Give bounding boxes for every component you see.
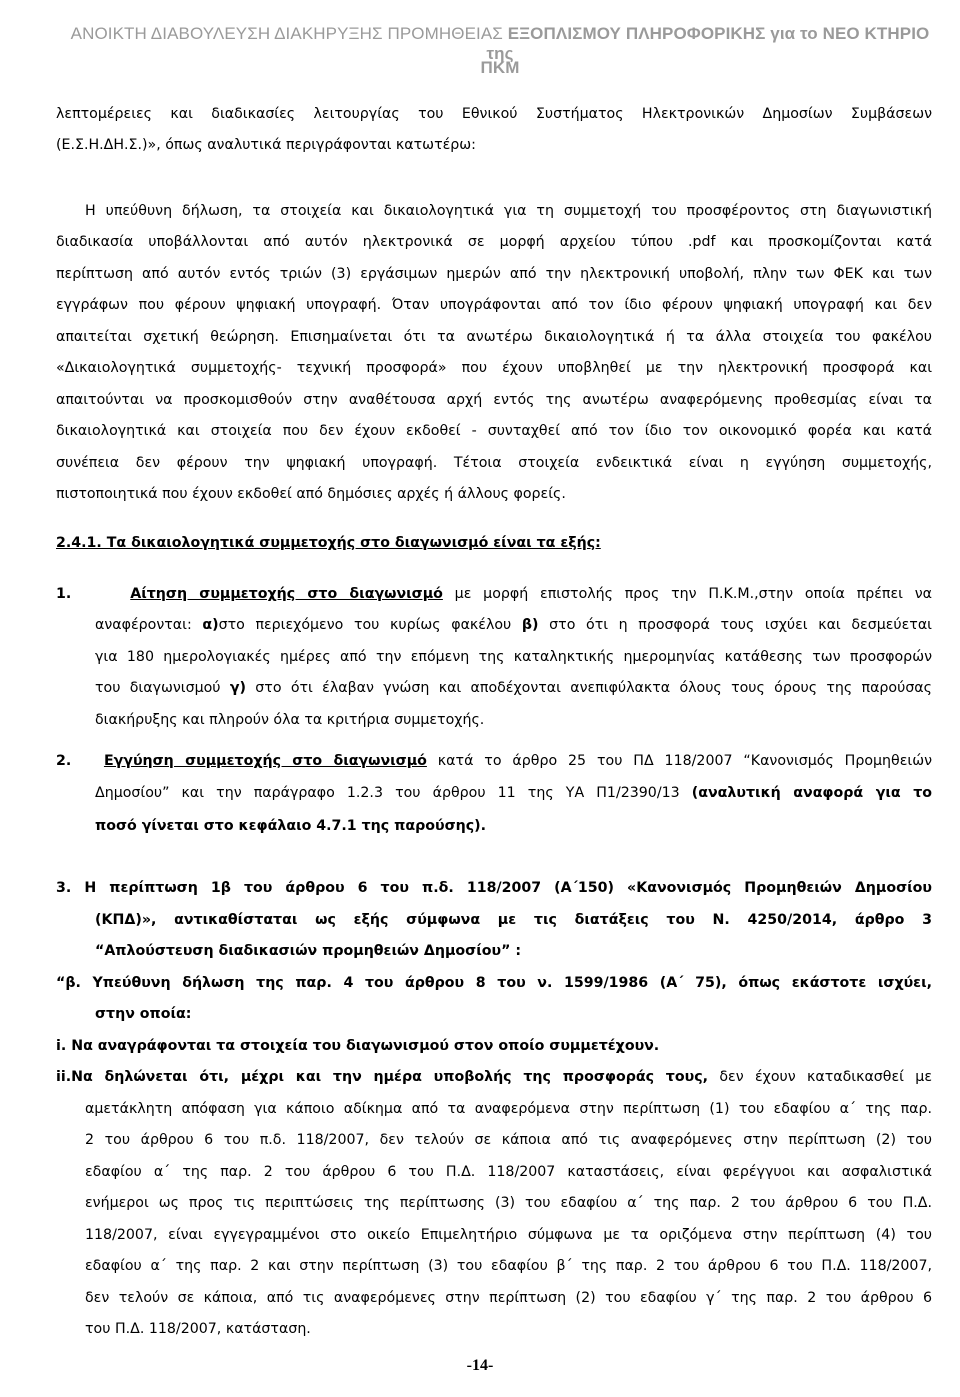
item1-line-4: [95, 678, 932, 698]
item3-line-1: 3. Η περίπτωση 1β του άρθρου 6 του π.δ. 118/2007 (Α΄150) «Κανονισμός Προμηθειών Δημοσίου: [56, 880, 932, 896]
item1-number: 1.: [56, 586, 72, 602]
item1-l2-c: στο περιεχόμενο του κυρίως φακέλου: [218, 617, 522, 633]
item2-l2-b: (αναλυτική αναφορά για το: [691, 785, 932, 801]
item1-l4-c: στο ότι έλαβαν γνώση και αποδέχονται ανεπιφύλακτα όλους τους όρους της παρούσας: [245, 680, 932, 696]
item3-line-2: (ΚΠΔ)», αντικαθίσταται ως εξής σύμφωνα με τις διατάξεις του Ν. 4250/2014, άρθρο 3: [95, 912, 932, 928]
beta-line-1: “β. Υπεύθυνη δήλωση της παρ. 4 του άρθρου 8 του ν. 1599/1986 (Α΄ 75), όπως εκάστοτε ισχύει,: [56, 975, 932, 991]
item2-title: Εγγύηση συμμετοχής στο διαγωνισμό: [103, 753, 427, 769]
para1-line-6: «Δικαιολογητικά συμμετοχής- τεχνική προσφορά» που έχουν υποβληθεί με την ηλεκτρονική προσφορά και: [56, 360, 932, 376]
roman-ii-line-4: εδαφίου α΄ της παρ. 2 του άρθρου 6 του Π.Δ. 118/2007 καταστάσεις, είναι φερέγγυοι και ασφαλιστικά: [85, 1164, 932, 1180]
item1-line-2: [95, 615, 932, 635]
item1-title: Αίτηση συμμετοχής στο διαγωνισμό: [130, 586, 443, 602]
item1-l2-e: στο ότι η προσφορά τους ισχύει και δεσμεύεται: [538, 617, 932, 633]
item1-l2-a: αναφέρονται:: [95, 617, 203, 633]
item1-l4-a: του διαγωνισμού: [95, 680, 230, 696]
item1-line-5: διακήρυξης και πληρούν όλα τα κριτήρια συμμετοχής.: [95, 712, 485, 728]
roman-ii-bold: ii.Να δηλώνεται ότι, μέχρι και την ημέρα υποβολής της προσφοράς τους,: [56, 1069, 708, 1085]
roman-ii-line-6: 118/2007, είναι εγγεγραμμένοι στο οικείο Επιμελητήριο σύμφωνα με τα οριζόμενα στην περίπτωση (4) του: [85, 1227, 932, 1243]
item1-l2-d: β): [521, 617, 539, 633]
roman-ii-line-8: δεν τελούν σε κάποια, από τις αναφερόμενες στην περίπτωση (2) του εδαφίου γ΄ της παρ. 2 του άρθρου 6: [85, 1290, 932, 1306]
item2-number: 2.: [56, 753, 72, 769]
item2-line-2: [95, 783, 932, 803]
intro-line-2: (Ε.Σ.Η.ΔΗ.Σ.)», όπως αναλυτικά περιγράφονται κατωτέρω:: [56, 137, 476, 153]
item3-line-3: “Απλούστευση διαδικασιών προμηθειών Δημοσίου” :: [95, 943, 522, 959]
para1-line-9: συνέπεια δεν φέρουν την ψηφιακή υπογραφή. Τέτοια στοιχεία ενδεικτικά είναι η εγγύηση συμμετοχής,: [56, 455, 932, 471]
page-number: -14-: [466, 1357, 494, 1374]
item1-line-3: για 180 ημερολογιακές ημέρες από την επόμενη της καταληκτικής ημερομηνίας κατάθεσης των προσφορών: [95, 649, 932, 665]
item1-l4-b: γ): [229, 680, 246, 696]
item2-l2-a: Δημοσίου” και την παράγραφο 1.2.3 του άρθρου 11 της ΥΑ Π1/2390/13: [95, 785, 692, 801]
header-text-2: ΕΞΟΠΛΙΣΜΟΥ ΠΛΗΡΟΦΟΡΙΚΗΣ για το ΝΕΟ ΚΤΗΡΙΟ της: [486, 24, 930, 63]
header-pkm: ΠΚΜ: [480, 58, 520, 77]
roman-ii-line-3: 2 του άρθρου 6 του π.δ. 118/2007, δεν τελούν σε κάποια από τις αναφερόμενες στην περίπτωση (2) του: [85, 1132, 932, 1148]
para1-line-10: πιστοποιητικά που έχουν εκδοθεί από δημόσιες αρχές ή άλλους φορείς.: [56, 486, 566, 502]
roman-ii-line-9: του Π.Δ. 118/2007, κατάσταση.: [85, 1321, 311, 1337]
para1-line-1: Η υπεύθυνη δήλωση, τα στοιχεία και δικαιολογητικά για τη συμμετοχή του προσφέροντος στη διαγωνιστική: [85, 203, 932, 219]
roman-ii-line-5: ενήμεροι ως προς τις περιπτώσεις της περίπτωσης (3) του εδαφίου α΄ της παρ. 2 του άρθρου 6 του Π.Δ.: [85, 1195, 932, 1211]
roman-i-line: i. Να αναγράφονται τα στοιχεία του διαγωνισμού στον οποίο συμμετέχουν.: [56, 1038, 660, 1054]
item2-line-1: [56, 751, 932, 771]
item1-line-1: [56, 584, 932, 604]
item1-l2-b: α): [202, 617, 219, 633]
roman-ii-rest: δεν έχουν καταδικασθεί με: [708, 1069, 932, 1085]
item1-line-1-rest: με μορφή επιστολής προς την Π.Κ.Μ.,στην οποία πρέπει να: [442, 586, 932, 602]
section-heading: 2.4.1. Τα δικαιολογητικά συμμετοχής στο διαγωνισμό είναι τα εξής:: [56, 535, 601, 551]
item2-line-3: ποσό γίνεται στο κεφάλαιο 4.7.1 της παρούσης).: [95, 818, 487, 834]
roman-ii-line-2: αμετάκλητη απόφαση για κάποιο αδίκημα από τα αναφερόμενα στην περίπτωση (1) του εδαφίου α΄ της παρ.: [85, 1101, 932, 1117]
roman-ii-line-7: εδαφίου α΄ της παρ. 2 και στην περίπτωση (3) του εδαφίου β΄ της παρ. 2 του άρθρου 6 του Π.Δ. 118/2007,: [85, 1258, 932, 1274]
roman-ii-line-1: [56, 1067, 932, 1087]
document-header-line2: [60, 58, 940, 78]
para1-line-8: δικαιολογητικά και στοιχεία που δεν έχουν εκδοθεί - συνταχθεί από τον ίδιο τον οικονομικό φορέα και κατά: [56, 423, 932, 439]
intro-line-1: λεπτομέρειες και διαδικασίες λειτουργίας του Εθνικού Συστήματος Ηλεκτρονικών Δημοσίων Συμβάσεων: [56, 106, 932, 122]
item2-line-1-rest: κατά το άρθρο 25 του ΠΔ 118/2007 “Κανονισμός Προμηθειών: [426, 753, 932, 769]
para1-line-5: απαιτείται σχετική θεώρηση. Επισημαίνεται ότι τα ανωτέρω δικαιολογητικά ή τα άλλα στοιχεία του φακέλου: [56, 329, 932, 345]
beta-line-2: στην οποία:: [95, 1006, 192, 1022]
para1-line-7: απαιτούνται να προσκομισθούν στην αναθέτουσα αρχή εντός της ανωτέρω αναφερόμενης προθεσμίας είναι τα: [56, 392, 932, 408]
para1-line-2: διαδικασία υποβάλλονται από αυτόν ηλεκτρονικά σε μορφή αρχείου τύπου .pdf και προσκομίζονται κατά: [56, 234, 932, 250]
para1-line-3: περίπτωση από αυτόν εντός τριών (3) εργάσιμων ημερών από την ηλεκτρονική υποβολή, πλην των ΦΕΚ και των: [56, 266, 932, 282]
header-text-1: ΑΝΟΙΚΤΗ ΔΙΑΒΟΥΛΕΥΣΗ ΔΙΑΚΗΡΥΞΗΣ ΠΡΟΜΗΘΕΙΑΣ: [70, 24, 508, 43]
para1-line-4: εγγράφων που φέρουν ψηφιακή υπογραφή. Όταν υπογράφονται από τον ίδιο φέρουν ψηφιακή υπογραφή και δεν: [56, 297, 932, 313]
